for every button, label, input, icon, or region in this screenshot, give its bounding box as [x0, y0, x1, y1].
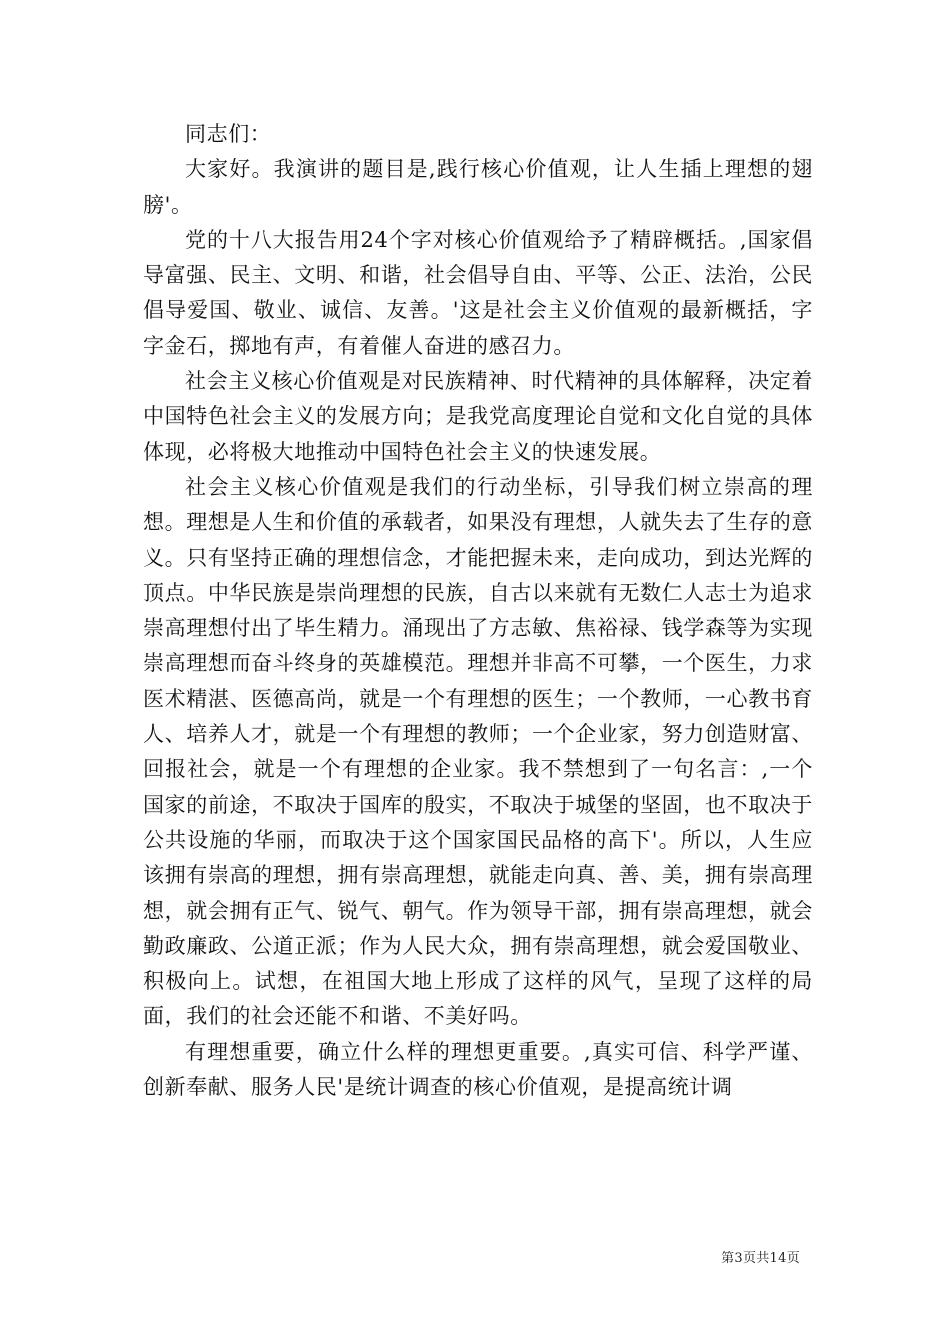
page-number-footer: 第3页共14页	[721, 1251, 800, 1266]
paragraph-intro: 大家好。我演讲的题目是,践行核心价值观，让人生插上理想的翅膀'。	[143, 157, 813, 217]
paragraph-statistics: 有理想重要，确立什么样的理想更重要。,真实可信、科学严谨、创新奉献、服务人民'是统计调查的核心价值观，是提高统计调	[143, 1039, 813, 1100]
paragraph-core-values: 党的十八大报告用24个字对核心价值观给予了精辟概括。,国家倡导富强、民主、文明、和谐，社会倡导自由、平等、公正、法治，公民倡导爱国、敬业、诚信、友善。'这是社会主义价值观的最新概括，字字金石，掷地有声，有着催人奋进的感召力。	[143, 227, 813, 358]
paragraph-significance: 社会主义核心价值观是对民族精神、时代精神的具体解释，决定着中国特色社会主义的发展方向；是我党高度理论自觉和文化自觉的具体体现，必将极大地推动中国特色社会主义的快速发展。	[143, 369, 813, 464]
document-body	[143, 117, 813, 1105]
paragraph-greeting: 同志们：	[185, 122, 272, 146]
paragraph-ideals: 社会主义核心价值观是我们的行动坐标，引导我们树立崇高的理想。理想是人生和价值的承载者，如果没有理想，人就失去了生存的意义。只有坚持正确的理想信念，才能把握未来，走向成功，到达光辉的顶点。中华民族是崇尚理想的民族，自古以来就有无数仁人志士为追求崇高理想付出了毕生精力。涌现出了方志敏、焦裕禄、钱学森等为实现崇高理想而奋斗终身的英雄模范。理想并非高不可攀，一个医生，力求医术精湛、医德高尚，就是一个有理想的医生；一个教师，一心教书育人、培养人才，就是一个有理想的教师；一个企业家，努力创造财富、回报社会，就是一个有理想的企业家。我不禁想到了一句名言：,一个国家的前途，不取决于国库的殷实，不取决于城堡的坚固，也不取决于公共设施的华丽，而取决于这个国家国民品格的高下'。所以，人生应该拥有崇高的理想，拥有崇高理想，就能走向真、善、美，拥有崇高理想，就会拥有正气、锐气、朝气。作为领导干部，拥有崇高理想，就会勤政廉政、公道正派；作为人民大众，拥有崇高理想，就会爱国敬业、积极向上。试想，在祖国大地上形成了这样的风气，呈现了这样的局面，我们的社会还能不和谐、不美好吗。	[143, 474, 813, 1029]
